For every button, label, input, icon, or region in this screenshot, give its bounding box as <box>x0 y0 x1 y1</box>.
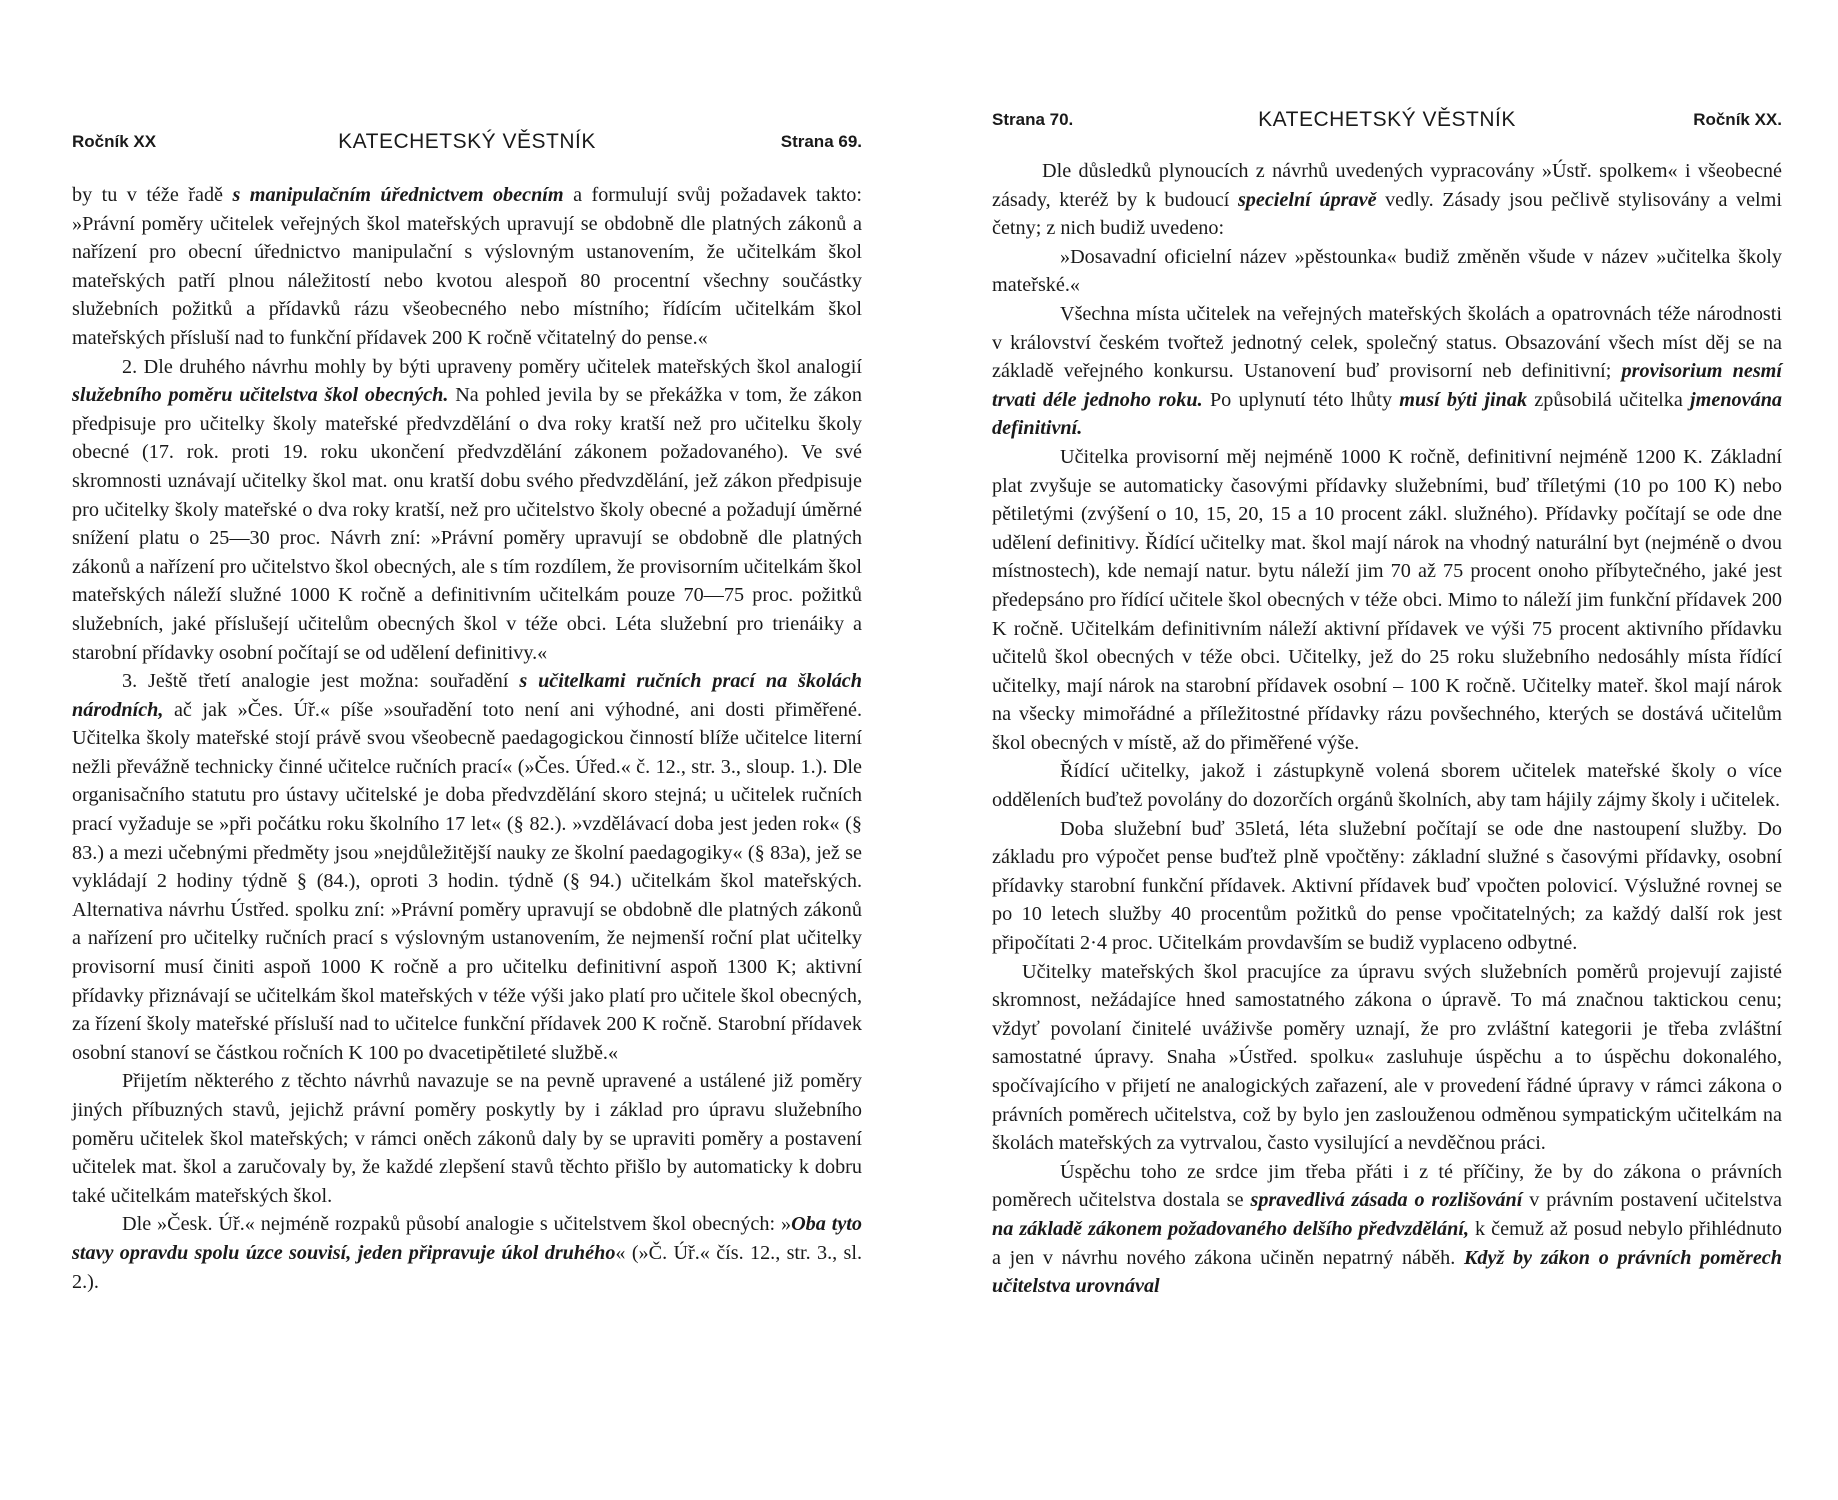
emphasized-text: Když by zákon o právních poměrech učitelstva urovnával <box>992 1246 1782 1298</box>
text-run: Učitelka provisorní měj nejméně 1000 K ročně, definitivní nejméně 1200 K. Základní plat zvyšuje se automaticky časovými přídavky služebními, buď tříletými (10 po 100 K) nebo pětiletými (zvýšení o 10, 15, 20, 15 a 10 procent zákl. služného). Přídavky počítají se ode dne udělení definitivy. Řídící učitelky mat. škol mají nárok na vhodný naturální byt (nejméně o dvou místnostech), kde nemají natur. bytu náleží jim 70 až 75 procent onoho příbytečného, jaké jest předepsáno pro řídící učitele škol obecných v téže obci. Mimo to náleží jim funkční přídavek 200 K ročně. Učitelkám definitivním náleží aktivní přídavek ve výši 75 procent aktivního přídavku učitelů škol obecných v téže obci. Učitelky, jež do 25 roku služebního nedosáhly místa řídící učitelky, mají nárok na starobní přídavek osobní – 100 K ročně. Učitelky mateř. škol mají nárok na všecky mimořádné a příležitostné přídavky rázu povšechného, kterých se dostává učitelům škol obecných v místě, až do přiměřené výše. <box>992 445 1782 754</box>
text-run: « (»Č. Úř.« čís. 12., str. 3., sl. 2.). <box>72 1241 863 1293</box>
emphasized-text: s učitelkami ručních prací na školách národních, <box>72 670 862 721</box>
text-run: Řídící učitelky, jakož i zástupkyně volená sborem učitelek mateřské školy o více odděleních buďtež povolány do dozorčích orgánů školních, aby tam hájily zájmy školy i učitelek. <box>992 760 1782 812</box>
paragraph <box>72 353 862 668</box>
text-run: Doba služební buď 35letá, léta služební počítají se ode dne nastoupení služby. Do základu pro výpočet pense buďtež plně vpočtěny: základní služné s časovými přídavky, osobní přídavky starobní funkční přídavek. Aktivní přídavek buď vpočten polovicí. Výslužné rovnej se po 10 letech služby 40 procentům požitků do pense vpočitatelných; za každý další rok jest připočítati 2·4 proc. Učitelkám provdavším se budiž vyplaceno odbytné. <box>992 817 1782 955</box>
page-number: Strana 70. <box>992 110 1074 129</box>
text-run: by tu v téže řadě <box>72 184 233 206</box>
text-run: Dle důsledků plynoucích z návrhů uvedených vypracovány »Ústř. spolkem« i všeobecné zásady, kteréž by k budoucí <box>992 160 1782 211</box>
text-run: Po uplynutí této lhůty <box>1202 388 1400 411</box>
paragraph <box>72 1067 862 1210</box>
text-run: a formulují svůj požadavek takto: »Právní poměry učitelek veřejných škol mateřských upravují se obdobně dle platných zákonů a nařízení pro obecní úřednictvo manipulační s výslovným ustanovením, že učitelkám škol mateřských patří plnou náležitostí nebo kvotou alespoň 80 procentní všechny součástky služebních požitků a přídavků rázu všeobecného nebo místního; řídícím učitelkám škol mateřských přísluší nad to funkční přídavek 200 K ročně včitatelný do pense.« <box>72 184 863 349</box>
right-running-head <box>992 108 1782 138</box>
left-body-text <box>72 181 862 1296</box>
emphasized-text: na základě zákonem požadovaného delšího předvzdělání, <box>992 1217 1469 1240</box>
emphasized-text: s manipulačním úřednictvem obecním <box>232 184 564 206</box>
text-run: Dle »Česk. Úř.« nejméně rozpaků působí analogie s učitelstvem škol obecných: » <box>122 1213 792 1236</box>
emphasized-text: specielní úpravě <box>1237 188 1377 211</box>
paragraph <box>992 443 1782 758</box>
text-run: vedly. Zásady jsou pečlivě stylisovány a velmi četny; z nich budiž uvedeno: <box>992 188 1782 240</box>
text-run: způsobilá učitelka <box>1527 388 1691 411</box>
paragraph <box>72 667 862 1067</box>
emphasized-text: Oba tyto stavy opravdu spolu úzce souvisí, jeden připravuje úkol druhého <box>72 1213 862 1264</box>
paragraph <box>992 757 1782 814</box>
emphasized-text: spravedlivá zásada o rozlišování <box>1250 1189 1523 1212</box>
emphasized-text: provisorium nesmí trvati déle jednoho roku. <box>992 360 1782 411</box>
paragraph <box>992 300 1782 443</box>
paragraph <box>992 243 1782 300</box>
text-run: v právním postavení učitelstva <box>1522 1189 1783 1212</box>
text-run: ač jak »Čes. Úř.« píše »souřadění toto není ani výhodné, ani dosti přiměřené. Učitelka školy mateřské stojí právě svou všeobecně paedagogickou činností blíže učitelce literní nežli převážně technicky činné učitelce ručních prací« (»Čes. Úřed.« č. 12., str. 3., sloup. 1.). Dle organisačního statutu pro ústavy učitelské je doba předvzdělání skoro stejná; u učitelek ručních prací vyžaduje se »při počátku roku školního 17 let« (§ 82.). »vzdělávací doba jest jeden rok« (§ 83.) a mezi učebnými předměty jsou »nejdůležitější nauky ze školní paedagogiky« (§ 83a), jež se vykládají 2 hodiny týdně § (84.), oproti 3 hodin. týdně (§ 94.) učitelkám škol mateřských. Alternativa návrhu Ústřed. spolku zní: »Právní poměry upravují se obdobně dle platných zákonů a nařízení pro učitelky ručních prací s výslovným ustanovením, že nejmenší roční plat učitelky provisorní musí činiti aspoň 1000 K ročně a pro učitelku definitivní aspoň 1300 K; aktivní přídavky přiznávají se učitelkám škol mateřských v téže výši jako platí pro učitele škol obecných, za řízení školy mateřské přísluší nad to učitelce funkční přídavek 200 K ročně. Starobní přídavek osobní stanoví se částkou ročních K 100 po dvacetipětileté službě.« <box>72 698 862 1064</box>
left-running-head <box>72 130 862 160</box>
paragraph <box>72 181 862 353</box>
text-run: k čemuž až posud nebylo přihlédnuto a jen v návrhu nového zákona učiněn nepatrný náběh. <box>992 1217 1782 1269</box>
emphasized-text: služebního poměru učitelstva škol obecných. <box>72 384 449 407</box>
text-run: Všechna místa učitelek na veřejných mateřských školách a opatrovnách téže národnosti v království českém tvořtež jednotný celek, společný status. Obsazování všech míst děj se na základě veřejného konkursu. Ustanovení buď provisorní neb definitivní; <box>992 302 1782 383</box>
emphasized-text: musí býti jinak <box>1399 388 1528 411</box>
volume-label: Ročník XX. <box>1693 110 1782 129</box>
page-number: Strana 69. <box>780 132 862 151</box>
text-run: Na pohled jevila by se překážka v tom, že zákon předpisuje pro učitelky školy mateřské předvzdělání o dva roky kratší než pro učitelku školy obecné (17. rok. proti 19. roku ukončení předvzdělání zákonem požadovaného). Ve své skromnosti uznávají učitelky škol mat. onu kratší dobu svého předvzdělání, jež zákon předpisuje pro učitelky školy mateřské o dva roky kratší, než pro učitelstvo školy obecné a požadují úměrné snížení platu o 25—30 proc. Návrh zní: »Právní poměry upravují se obdobně dle platných zákonů a nařízení pro učitelstvo škol obecných, ale s tím rozdílem, že provisorním učitelkám škol mateřských náleží služné 1000 K ročně a definitivním učitelkám pouze 70—75 proc. požitků služebních, jaké příslušejí učitelům obecných škol v téže obci. Léta služební pro trienáiky a starobní přídavky osobní počítají se od udělení definitivy.« <box>72 384 862 664</box>
text-run: Učitelky mateřských škol pracujíce za úpravu svých služebních poměrů projevují zajisté skromnost, nežádajíce hned samostatného zákona o úpravě. To má značnou taktickou cenu; vždyť povolaní činitelé uváživše poměry uznají, že pro zvláštní kategorii je třeba zvláštní samostatné úpravy. Snaha »Ústřed. spolku« zasluhuje úspěchu a to úspěchu dokonalého, spočívajícího v přijetí ne analogických zařazení, ale v provedení řádné úpravy v rámci zákona o právních poměrech učitelstva, což by bylo jen zaslouženou odměnou sympatickým učitelkám na školách mateřských za vytrvalou, často vysilující a nevděčnou práci. <box>992 960 1782 1155</box>
paragraph <box>992 815 1782 958</box>
paragraph <box>992 1158 1782 1301</box>
paragraph <box>72 1210 862 1296</box>
text-run: »Dosavadní oficielní název »pěstounka« budiž změněn všude v název »učitelka školy mateřské.« <box>992 245 1782 297</box>
paragraph <box>992 157 1782 243</box>
text-run: 2. Dle druhého návrhu mohly by býti upraveny poměry učitelek mateřských škol analogií <box>122 355 862 378</box>
journal-title: KATECHETSKÝ VĚSTNÍK <box>1258 108 1516 131</box>
volume-label: Ročník XX <box>72 132 157 151</box>
right-body-text <box>992 157 1782 1301</box>
journal-title: KATECHETSKÝ VĚSTNÍK <box>338 130 596 153</box>
paragraph <box>992 958 1782 1158</box>
text-run: Úspěchu toho ze srdce jim třeba přáti i z té příčiny, že by do zákona o právních poměrech učitelstva dostala se <box>992 1160 1782 1212</box>
emphasized-text: jmenována definitivní. <box>992 388 1783 440</box>
text-run: 3. Ještě třetí analogie jest možna: souřadění <box>122 670 520 693</box>
text-run: Přijetím některého z těchto návrhů navazuje se na pevně upravené a ustálené již poměry jiných příbuzných stavů, jejichž právní poměry poskytly by i základ pro úpravu služebního poměru učitelek škol mateřských; v rámci oněch zákonů daly by se upraviti poměry a postavení učitelek mat. škol a zaručovaly by, že každé zlepšení stavů těchto přišlo by automaticky k dobru také učitelkám mateřských škol. <box>72 1070 862 1207</box>
